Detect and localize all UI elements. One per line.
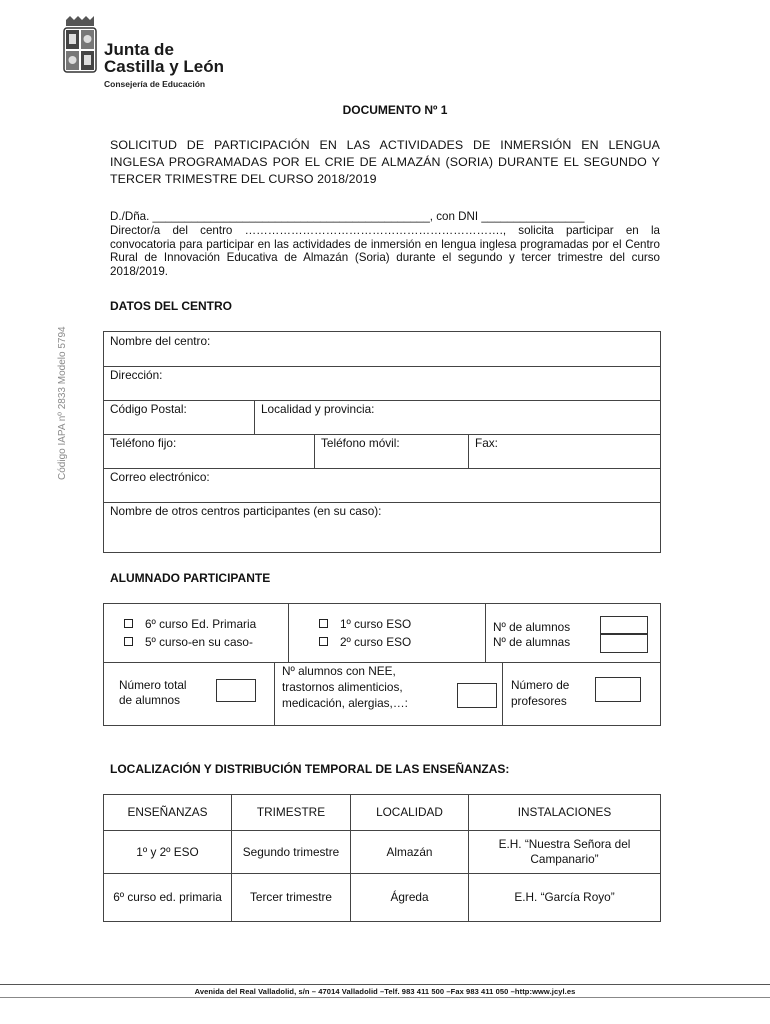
- col-instalaciones: INSTALACIONES: [469, 795, 661, 831]
- table-header-row: [104, 795, 661, 831]
- request-title: SOLICITUD DE PARTICIPACIÓN EN LAS ACTIVIDADES DE INMERSIÓN EN LENGUA INGLESA PROGRAMADAS POR EL CRIE DE ALMAZÁN (SORIA) DURANTE EL SEGUNDO Y TERCER TRIMESTRE DEL CURSO 2018/2019: [110, 138, 660, 186]
- footer-divider-2: [0, 997, 770, 998]
- label-fax: Fax:: [475, 436, 498, 450]
- alumnado-form: [103, 603, 661, 726]
- cell: Segundo trimestre: [232, 831, 351, 874]
- name-line: D./Dña. ___________________________________________, con DNI ________________: [110, 210, 585, 223]
- cell-eso-options: [289, 604, 486, 663]
- label-nee-3: medicación, alergias,…:: [282, 696, 408, 710]
- checkbox-icon[interactable]: [124, 637, 133, 646]
- cell-num-alumnos: [486, 604, 660, 663]
- cell: E.H. “Nuestra Señora del Campanario”: [469, 831, 661, 874]
- field-fax[interactable]: [469, 434, 660, 469]
- label-1-eso: 1º curso ESO: [340, 617, 412, 631]
- label-localidad: Localidad y provincia:: [261, 402, 375, 416]
- input-profesores[interactable]: [595, 677, 641, 702]
- field-movil[interactable]: [315, 434, 469, 469]
- body-paragraph: Director/a del centro …………………………………………………………., solicita participar en la convocatoria para participar en las actividades de inmersión en lengua inglesa programadas por el Centro Rural de Innovación Educativa de Almazán (Soria) durante el segundo y tercer trimestre del curso 2018/2019.: [110, 224, 660, 278]
- field-telefono[interactable]: [104, 434, 315, 469]
- label-movil: Teléfono móvil:: [321, 436, 400, 450]
- section-datos-centro: DATOS DEL CENTRO: [110, 299, 233, 313]
- label-codigo-postal: Código Postal:: [110, 402, 187, 416]
- table-row: [104, 874, 661, 922]
- field-direccion[interactable]: [104, 366, 660, 401]
- checkbox-6-primaria[interactable]: [124, 617, 256, 632]
- cell: 6º curso ed. primaria: [104, 874, 232, 922]
- label-total-2: de alumnos: [119, 693, 180, 707]
- label-5-primaria: 5º curso-en su caso-: [145, 635, 253, 649]
- field-otros-centros[interactable]: [104, 502, 660, 552]
- logo: [62, 14, 247, 94]
- checkbox-2-eso[interactable]: [319, 635, 411, 650]
- checkbox-1-eso[interactable]: [319, 617, 411, 632]
- col-localidad: LOCALIDAD: [351, 795, 469, 831]
- side-code: Código IAPA nº 2833 Modelo 5794: [57, 326, 68, 480]
- field-localidad[interactable]: [255, 400, 660, 435]
- section-alumnado: ALUMNADO PARTICIPANTE: [110, 571, 271, 585]
- field-nombre-centro[interactable]: [104, 332, 660, 367]
- cell-profesores: [503, 663, 660, 725]
- col-trimestre: TRIMESTRE: [232, 795, 351, 831]
- cell: E.H. “García Royo”: [469, 874, 661, 922]
- input-nee[interactable]: [457, 683, 497, 708]
- label-prof-2: profesores: [511, 694, 567, 708]
- col-ensenanzas: ENSEÑANZAS: [104, 795, 232, 831]
- document-title: DOCUMENTO Nº 1: [342, 103, 448, 117]
- cell: Ágreda: [351, 874, 469, 922]
- cell-primaria-options: [104, 604, 289, 663]
- cell-total-alumnos: [104, 663, 275, 725]
- label-2-eso: 2º curso ESO: [340, 635, 412, 649]
- label-correo: Correo electrónico:: [110, 470, 210, 484]
- coat-of-arms-icon: [62, 16, 98, 74]
- centro-form: [103, 331, 661, 553]
- label-6-primaria: 6º curso Ed. Primaria: [145, 617, 257, 631]
- cell: Tercer trimestre: [232, 874, 351, 922]
- label-otros-centros: Nombre de otros centros participantes (en su caso):: [110, 504, 382, 518]
- cell: Almazán: [351, 831, 469, 874]
- footer-divider: [0, 984, 770, 985]
- checkbox-icon[interactable]: [319, 637, 328, 646]
- input-num-alumnas[interactable]: [600, 633, 648, 653]
- label-nee-1: Nº alumnos con NEE,: [282, 664, 396, 678]
- footer-address: Avenida del Real Valladolid, s/n – 47014 Valladolid –Telf. 983 411 500 –Fax 983 411 050 –http:www.jcyl.es: [194, 987, 576, 996]
- logo-line-1: Junta de: [104, 40, 174, 59]
- localizacion-table: [103, 794, 661, 922]
- cell-nee: [275, 663, 503, 725]
- label-nee-2: trastornos alimenticios,: [282, 680, 403, 694]
- section-localizacion: LOCALIZACIÓN Y DISTRIBUCIÓN TEMPORAL DE LAS ENSEÑANZAS:: [110, 762, 510, 776]
- label-total-1: Número total: [119, 678, 187, 692]
- table-row: [104, 831, 661, 874]
- logo-line-2: Castilla y León: [104, 57, 224, 76]
- input-total-alumnos[interactable]: [216, 679, 256, 702]
- label-direccion: Dirección:: [110, 368, 163, 382]
- checkbox-icon[interactable]: [319, 619, 328, 628]
- label-nombre-centro: Nombre del centro:: [110, 334, 211, 348]
- label-num-alumnos: Nº de alumnos: [493, 620, 571, 634]
- label-num-alumnas: Nº de alumnas: [493, 635, 571, 649]
- logo-subtitle: Consejería de Educación: [104, 79, 206, 89]
- checkbox-5-primaria[interactable]: [124, 635, 253, 650]
- label-telefono: Teléfono fijo:: [110, 436, 177, 450]
- field-codigo-postal[interactable]: [104, 400, 255, 435]
- cell: 1º y 2º ESO: [104, 831, 232, 874]
- field-correo[interactable]: [104, 468, 660, 503]
- checkbox-icon[interactable]: [124, 619, 133, 628]
- label-prof-1: Número de: [511, 678, 570, 692]
